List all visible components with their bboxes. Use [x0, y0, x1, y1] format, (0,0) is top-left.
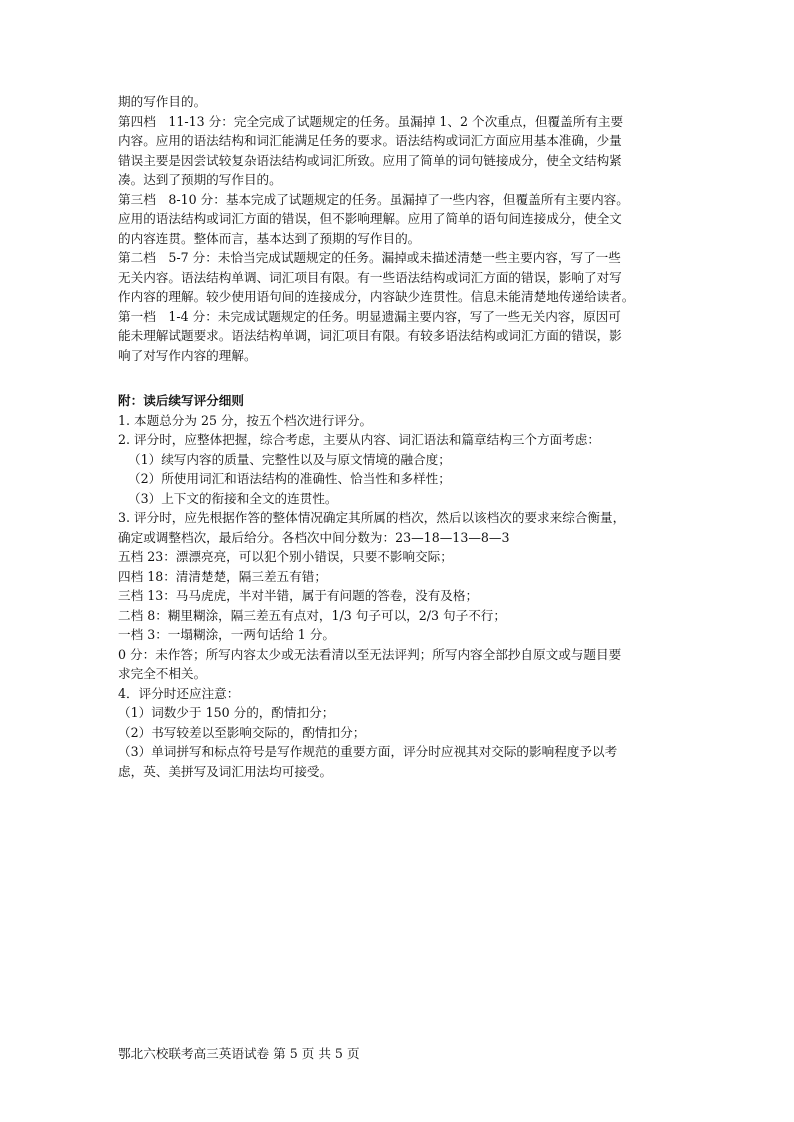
page-footer: 鄂北六校联考高三英语试卷 第 5 页 共 5 页 [118, 1046, 360, 1061]
note-item: （3）单词拼写和标点符号是写作规范的重要方面，评分时应视其对交际的影响程度予以考 [118, 744, 618, 759]
text-line: 的内容连贯。整体而言，基本达到了预期的写作目的。 [118, 230, 421, 246]
text-line: 期的写作目的。 [118, 94, 207, 109]
grade-line: 三档 13：马马虎虎，半对半错，属于有问题的答卷，没有及格； [118, 588, 479, 603]
text-line: 响了对写作内容的理解。 [118, 347, 257, 363]
text-line: 内容。应用的语法结构和词汇能满足任务的要求。语法结构或词汇方面应用基本准确，少量 [118, 133, 622, 148]
grade-line: 一档 3：一塌糊涂，一两句话给 1 分。 [118, 627, 335, 642]
note-item: （2）书写较差以至影响交际的，酌情扣分； [118, 724, 366, 740]
grade-line: 四档 18：清清楚楚，隔三差五有错； [118, 568, 327, 584]
text-line: 第二档 5-7 分：未恰当完成试题规定的任务。漏掉或未描述清楚一些主要内容，写了一些 [118, 250, 621, 265]
text-line: 作内容的理解。较少使用语句间的连接成分，内容缺少连贯性。信息未能清楚地传递给读者。 [118, 289, 635, 304]
page-body [118, 92, 678, 781]
rule-line: 2. 评分时，应整体把握，综合考虑，主要从内容、词汇语法和篇章结构三个方面考虑： [118, 432, 600, 447]
text-line: 凑。达到了预期的写作目的。 [118, 172, 282, 187]
rule-subitem: （1）续写内容的质量、完整性以及与原文情境的融合度； [128, 451, 451, 467]
rule-line: 1. 本题总分为 25 分，按五个档次进行评分。 [118, 412, 373, 428]
grade-line: 五档 23：漂漂亮亮，可以犯个别小错误，只要不影响交际； [118, 549, 453, 564]
rule-subitem: （2）所使用词汇和语法结构的准确性、恰当性和多样性； [128, 471, 451, 486]
spacer [118, 365, 678, 391]
text-line: 无关内容。语法结构单调、词汇项目有限。有一些语法结构或词汇方面的错误，影响了对写 [118, 269, 622, 285]
note-item: （1）词数少于 150 分的，酌情扣分； [118, 705, 335, 720]
section-title: 附：读后续写评分细则 [118, 393, 244, 408]
rule-line: 求完全不相关。 [118, 666, 207, 681]
rule-line: 0 分：未作答；所写内容太少或无法看清以至无法评判；所写内容全部抄自原文或与题目要 [118, 646, 622, 662]
rule-line: 确定或调整档次，最后给分。各档次中间分数为：23—18—13—8—3 [118, 529, 510, 545]
rule-line: 3. 评分时，应先根据作答的整体情况确定其所属的档次，然后以该档次的要求来综合衡量， [118, 510, 626, 525]
text-line: 第四档 11-13 分：完全完成了试题规定的任务。虽漏掉 1、2 个次重点，但覆盖所有主要 [118, 113, 624, 129]
rule-line: 4．评分时还应注意： [118, 685, 240, 701]
text-line: 能未理解试题要求。语法结构单调，词汇项目有限。有较多语法结构或词汇方面的错误，影 [118, 328, 622, 343]
text-line: 错误主要是因尝试较复杂语法结构或词汇所致。应用了简单的词句链接成分，使全文结构紧 [118, 152, 622, 168]
rule-subitem: （3）上下文的衔接和全文的连贯性。 [128, 490, 338, 506]
text-line: 第三档 8-10 分：基本完成了试题规定的任务。虽漏掉了一些内容，但覆盖所有主要内容。 [118, 191, 629, 207]
text-line: 第一档 1-4 分：未完成试题规定的任务。明显遗漏主要内容，写了一些无关内容，原因可 [118, 308, 621, 324]
note-item: 虑，英、美拼写及词汇用法均可接受。 [118, 763, 333, 779]
text-line: 应用的语法结构或词汇方面的错误，但不影响理解。应用了简单的语句间连接成分，使全文 [118, 211, 622, 226]
grade-line: 二档 8：糊里糊涂，隔三差五有点对，1/3 句子可以，2/3 句子不行； [118, 607, 506, 623]
